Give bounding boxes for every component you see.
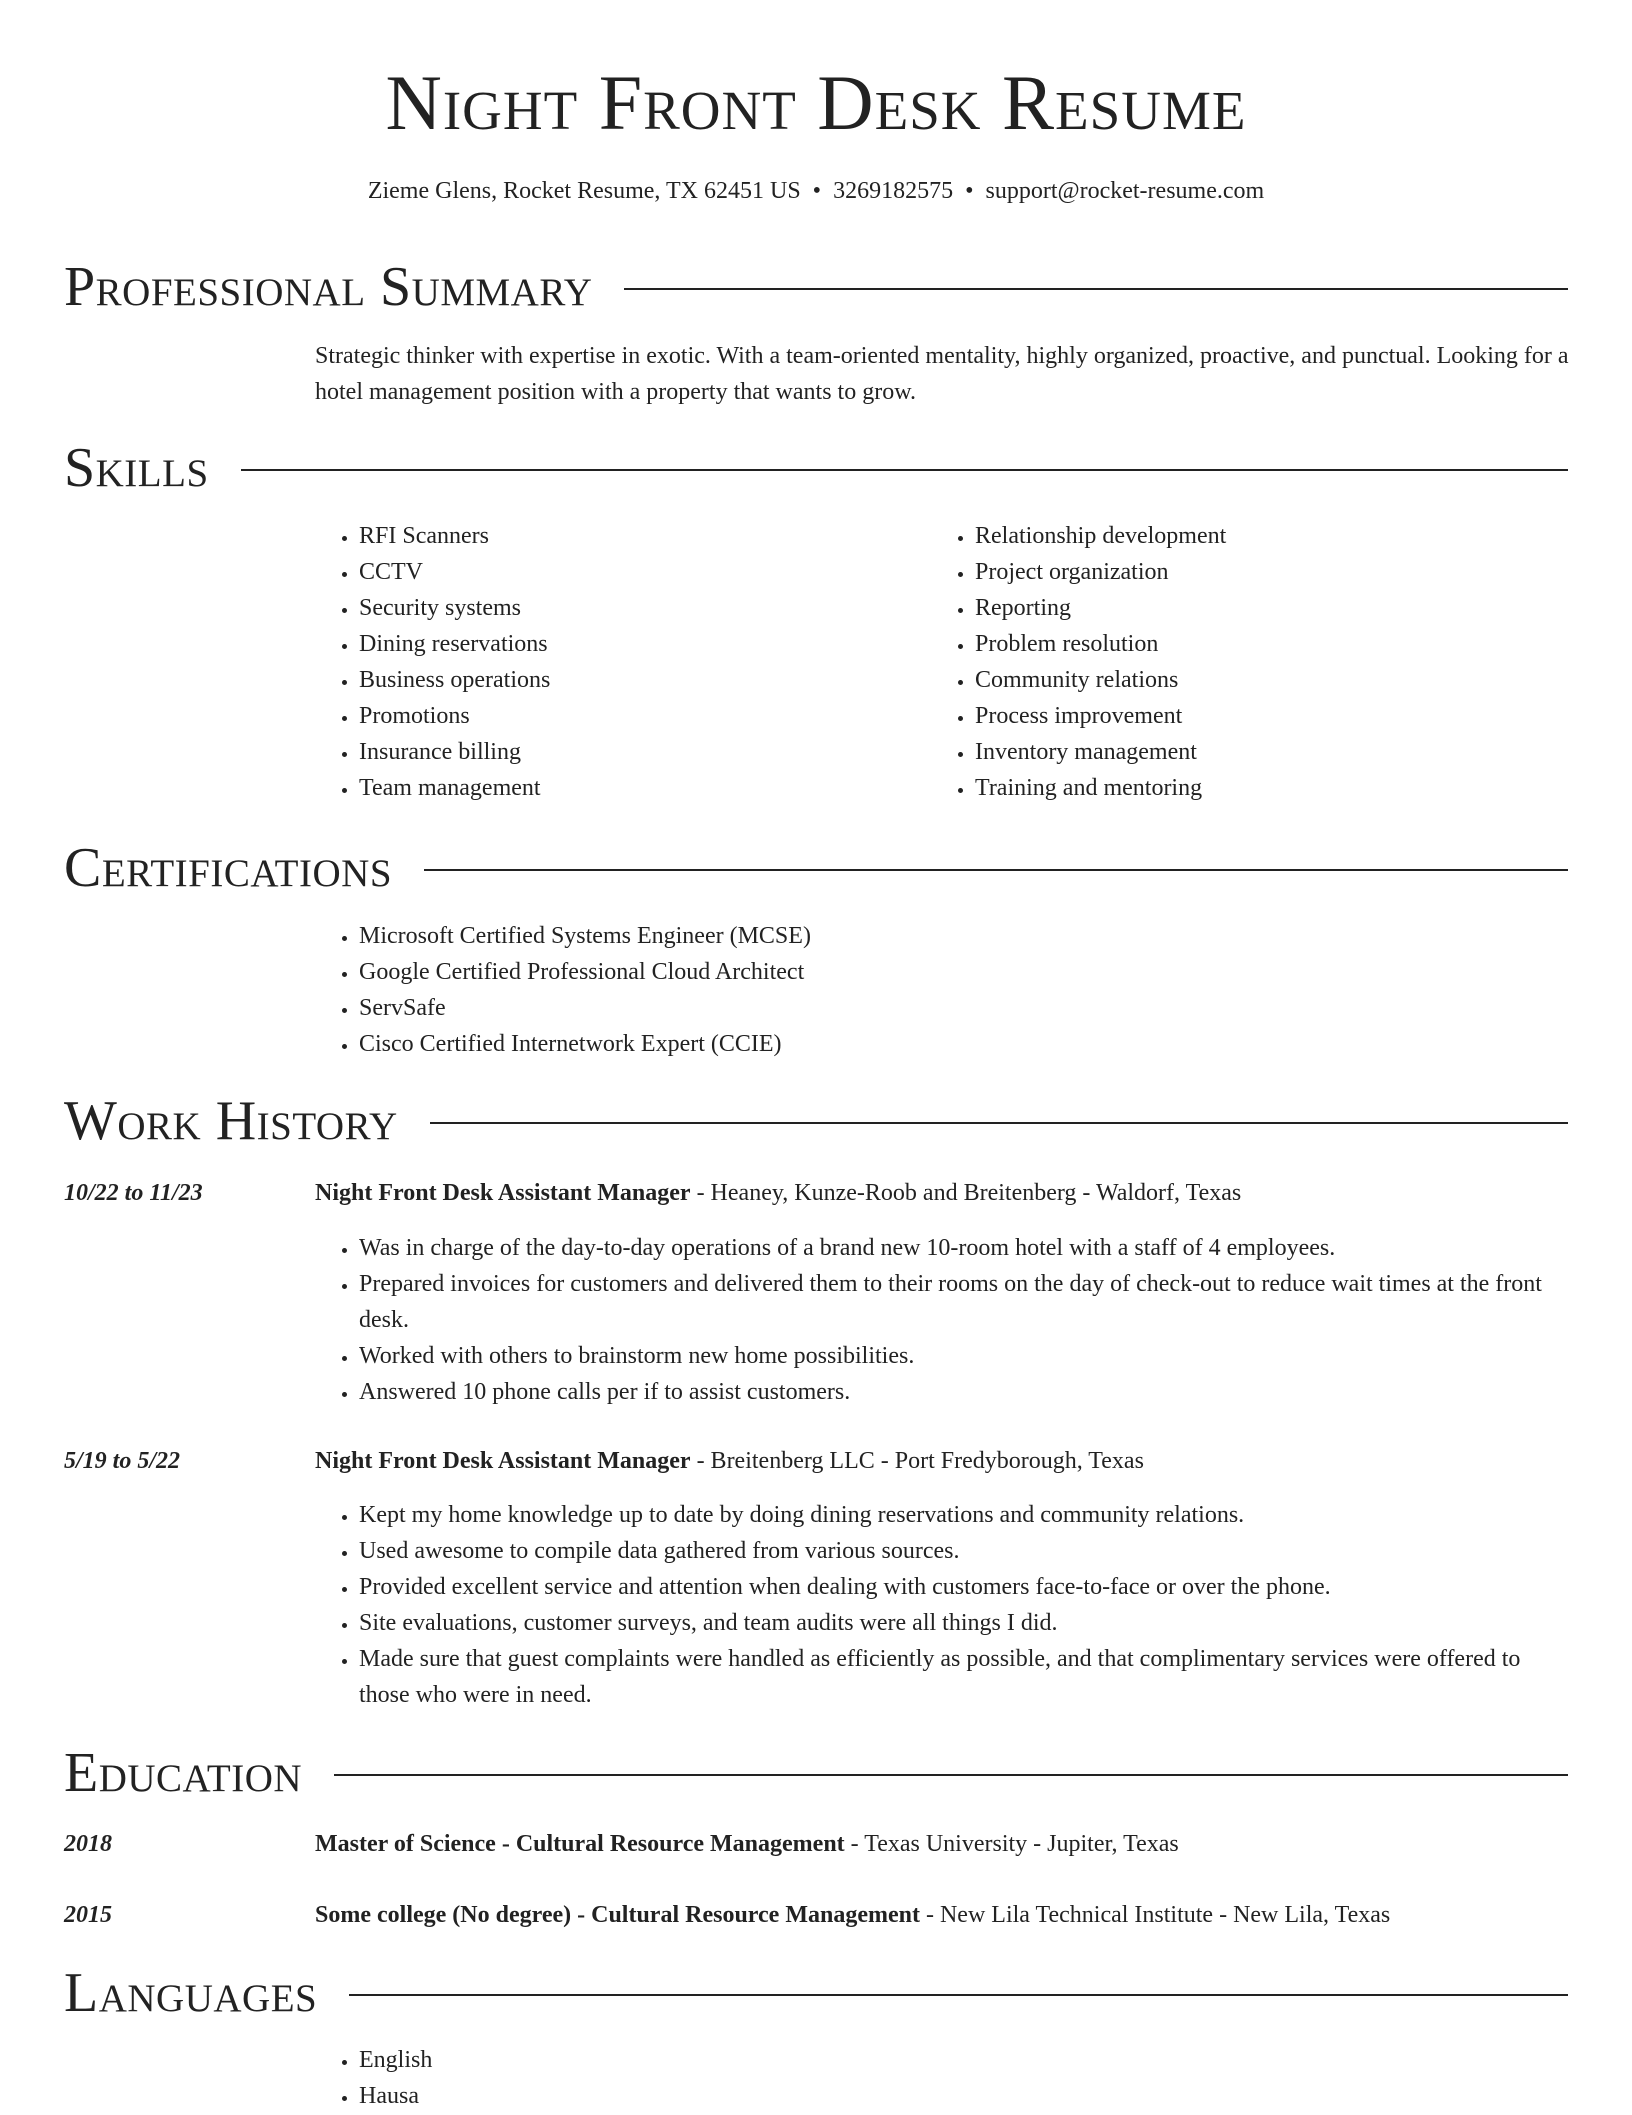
skill-item: • Process improvement [975, 698, 1551, 734]
job-bullet: • Made sure that guest complaints were handled as efficiently as possible, and that complimentary services were offered to those who were in need. [359, 1641, 1570, 1713]
job-bullet: • Worked with others to brainstorm new home possibilities. [359, 1338, 1570, 1374]
job-dates: 10/22 to 11/23 [64, 1180, 203, 1206]
skill-item: • Security systems [359, 590, 915, 626]
job-employer: - Breitenberg LLC - Port Fredyborough, Texas [690, 1448, 1144, 1474]
job-bullet: • Provided excellent service and attention when dealing with customers face-to-face or over the phone. [359, 1569, 1570, 1605]
skill-item: • Inventory management [975, 734, 1551, 770]
job-bullet: • Kept my home knowledge up to date by doing dining reservations and community relations. [359, 1497, 1570, 1533]
email: support@rocket-resume.com [985, 178, 1265, 204]
section-title: Professional Summary [64, 256, 593, 318]
section-rule [334, 1774, 1568, 1776]
summary-text: Strategic thinker with expertise in exotic. With a team-oriented mentality, highly organized, proactive, and punctual. Looking for a hotel management position with a property that wants to grow. [315, 343, 1569, 405]
separator: • [812, 178, 822, 204]
degree: Master of Science - Cultural Resource Management [315, 1831, 845, 1857]
section-education [64, 1740, 1568, 1806]
education-heading [315, 1826, 1570, 1862]
job-title: Night Front Desk Assistant Manager [315, 1180, 691, 1206]
job-heading [315, 1443, 1570, 1479]
job-bullet: • Was in charge of the day-to-day operations of a brand new 10-room hotel with a staff of 4 employees. [359, 1230, 1570, 1266]
section-professional-summary [64, 254, 1568, 320]
job-dates: 5/19 to 5/22 [64, 1448, 181, 1474]
section-title: Languages [64, 1962, 318, 2024]
skill-item: • Relationship development [975, 518, 1551, 554]
certifications-list [315, 918, 1570, 1062]
certification-item: • Microsoft Certified Systems Engineer (MCSE) [359, 918, 1570, 954]
skill-item: • Team management [359, 770, 915, 806]
section-title: Work History [64, 1090, 398, 1152]
job-bullets [315, 1230, 1570, 1410]
skill-item: • RFI Scanners [359, 518, 915, 554]
section-rule [349, 1994, 1568, 1996]
certification-item: • Google Certified Professional Cloud Architect [359, 954, 1570, 990]
section-rule [624, 288, 1568, 290]
phone: 3269182575 [833, 178, 954, 204]
certification-item: • Cisco Certified Internetwork Expert (CCIE) [359, 1026, 1570, 1062]
job-bullet: • Prepared invoices for customers and delivered them to their rooms on the day of check-out to reduce wait times at the front desk. [359, 1266, 1570, 1338]
skill-item: • Business operations [359, 662, 915, 698]
skill-item: • CCTV [359, 554, 915, 590]
job-heading [315, 1175, 1570, 1211]
section-certifications [64, 835, 1568, 901]
skills-column-left [315, 518, 915, 806]
language-item: • English [359, 2042, 915, 2078]
section-rule [424, 869, 1568, 871]
separator: • [965, 178, 974, 204]
languages-list [315, 2042, 915, 2114]
section-title: Skills [64, 437, 209, 499]
language-item: • Hausa [359, 2078, 915, 2114]
school: - New Lila Technical Institute - New Lila, Texas [919, 1902, 1391, 1928]
education-year: 2018 [64, 1831, 112, 1857]
skill-item: • Training and mentoring [975, 770, 1551, 806]
education-heading [315, 1897, 1570, 1933]
resume-title: Night Front Desk Resume [385, 59, 1247, 146]
job-bullet: • Answered 10 phone calls per if to assist customers. [359, 1374, 1570, 1410]
school: - Texas University - Jupiter, Texas [844, 1831, 1179, 1857]
section-rule [241, 469, 1568, 471]
education-year: 2015 [64, 1902, 112, 1928]
skill-item: • Project organization [975, 554, 1551, 590]
section-title: Certifications [64, 837, 393, 899]
skill-item: • Insurance billing [359, 734, 915, 770]
job-employer: - Heaney, Kunze-Roob and Breitenberg - Waldorf, Texas [690, 1180, 1242, 1206]
skill-item: • Community relations [975, 662, 1551, 698]
job-bullet: • Used awesome to compile data gathered from various sources. [359, 1533, 1570, 1569]
section-rule [430, 1122, 1568, 1124]
certification-item: • ServSafe [359, 990, 1570, 1026]
skill-item: • Reporting [975, 590, 1551, 626]
section-title: Education [64, 1742, 303, 1804]
section-work-history [64, 1088, 1568, 1154]
job-bullets [315, 1497, 1570, 1713]
address: Zieme Glens, Rocket Resume, TX 62451 US [367, 178, 801, 204]
job-title: Night Front Desk Assistant Manager [315, 1448, 691, 1474]
section-skills [64, 435, 1568, 501]
section-languages [64, 1960, 1568, 2026]
skills-column-right [931, 518, 1551, 806]
skill-item: • Dining reservations [359, 626, 915, 662]
skill-item: • Promotions [359, 698, 915, 734]
degree: Some college (No degree) - Cultural Resource Management [315, 1902, 920, 1928]
job-bullet: • Site evaluations, customer surveys, and team audits were all things I did. [359, 1605, 1570, 1641]
contact-line [0, 176, 1632, 206]
skill-item: • Problem resolution [975, 626, 1551, 662]
